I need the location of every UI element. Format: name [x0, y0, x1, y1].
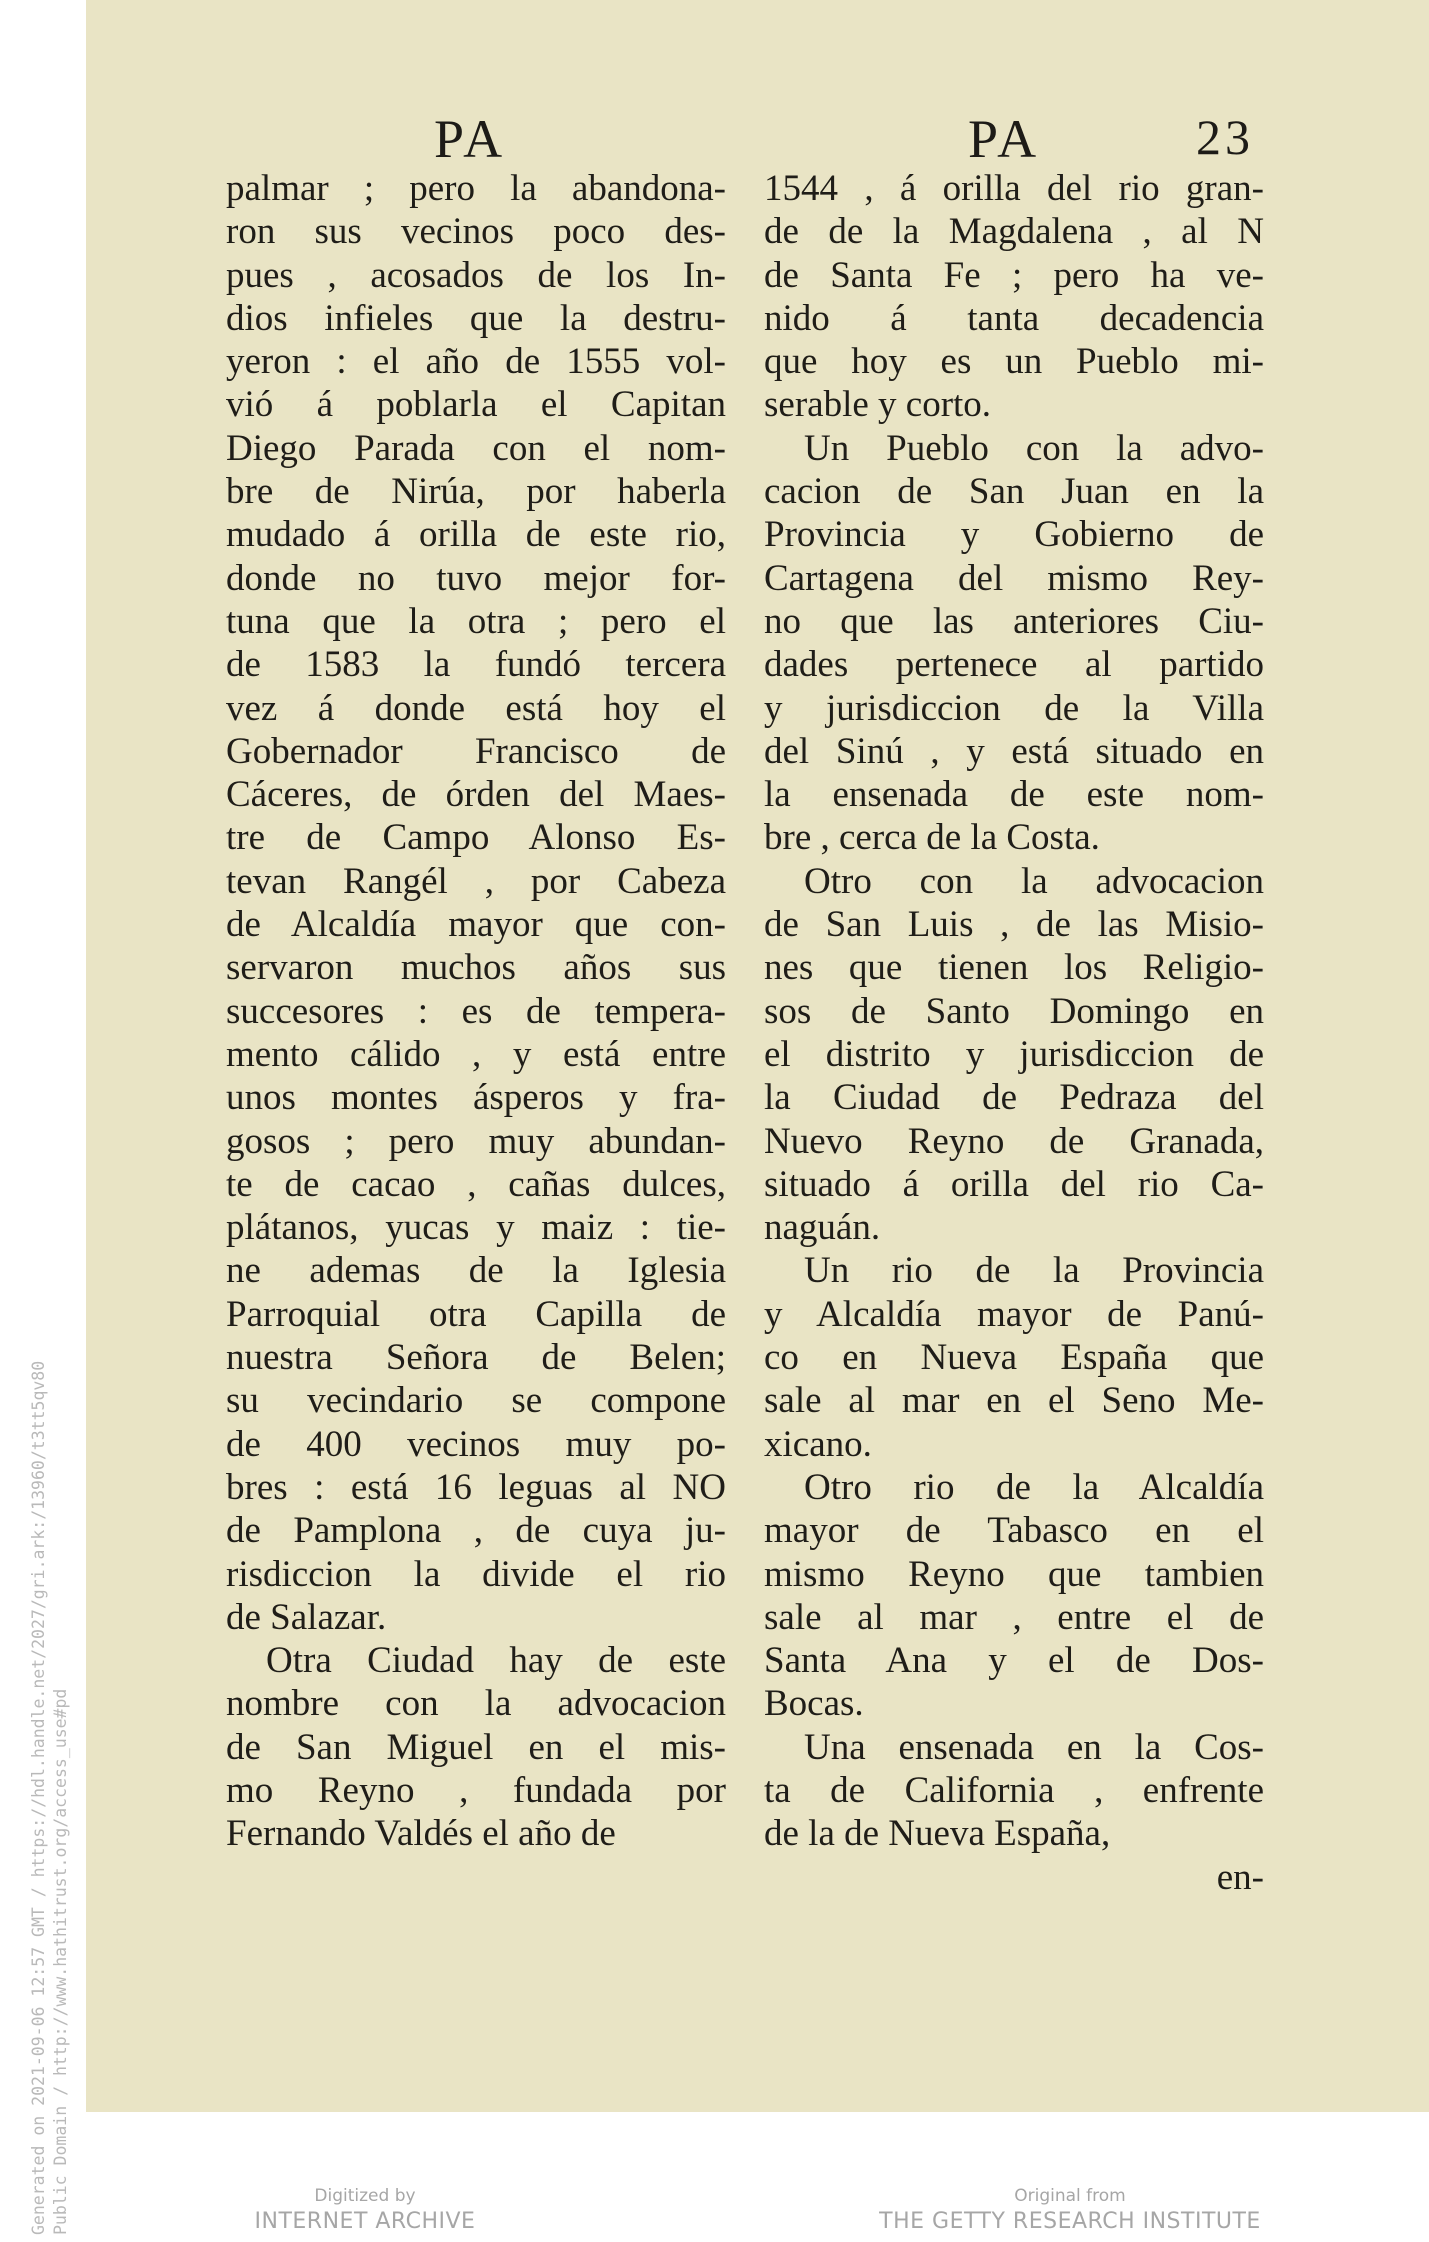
text-line: no que las anteriores Ciu- [764, 600, 1264, 642]
text-line: nuestra Señora de Belen; [226, 1337, 726, 1379]
text-line: nombre con la advocacion [226, 1683, 726, 1725]
text-line: Gobernador Francisco de [226, 730, 726, 772]
text-line: ta de California , enfrente [764, 1769, 1264, 1811]
text-line: de de la Magdalena , al N [764, 211, 1264, 253]
right-column-text [764, 167, 1264, 1899]
text-line: de San Miguel en el mis- [226, 1726, 726, 1768]
text-line: en- [1216, 1856, 1264, 1898]
text-line: Otro rio de la Alcaldía [804, 1466, 1264, 1508]
digitized-by-label: Digitized by [314, 2186, 416, 2206]
original-from-label: Original from [1014, 2186, 1126, 2206]
text-line: unos montes ásperos y fra- [226, 1077, 726, 1119]
text-line: Provincia y Gobierno de [764, 514, 1264, 556]
text-line: Cartagena del mismo Rey- [764, 557, 1264, 599]
text-line: de 1583 la fundó tercera [226, 644, 726, 686]
digitized-by-credit [215, 2184, 515, 2236]
text-line: mismo Reyno que tambien [764, 1553, 1264, 1595]
text-line: yeron : el año de 1555 vol- [226, 341, 726, 383]
text-line: servaron muchos años sus [226, 947, 726, 989]
running-head-left: PA [434, 109, 507, 169]
text-line: Otro con la advocacion [804, 860, 1264, 902]
text-line: la Ciudad de Pedraza del [764, 1077, 1264, 1119]
text-line: de San Luis , de las Misio- [764, 904, 1264, 946]
text-line: mayor de Tabasco en el [764, 1510, 1264, 1552]
text-line: tevan Rangél , por Cabeza [226, 860, 726, 902]
text-line: ne ademas de la Iglesia [226, 1250, 726, 1292]
original-from-credit [830, 2184, 1310, 2236]
text-line: co en Nueva España que [764, 1337, 1264, 1379]
text-line: Bocas. [764, 1683, 864, 1725]
text-line: sos de Santo Domingo en [764, 990, 1264, 1032]
text-line: tre de Campo Alonso Es- [226, 817, 726, 859]
text-line: bre de Nirúa, por haberla [226, 471, 726, 513]
text-line: sale al mar , entre el de [764, 1596, 1264, 1638]
text-line: naguán. [764, 1207, 881, 1249]
text-line: bre , cerca de la Costa. [764, 817, 1100, 859]
access-stamp-text [28, 1361, 72, 2235]
text-line: de la de Nueva España, [764, 1813, 1111, 1855]
text-line: succesores : es de tempera- [226, 990, 726, 1032]
text-line: Nuevo Reyno de Granada, [764, 1120, 1264, 1162]
text-line: de 400 vecinos muy po- [226, 1423, 726, 1465]
text-line: situado á orilla del rio Ca- [764, 1163, 1264, 1205]
text-line: gosos ; pero muy abundan- [226, 1120, 726, 1162]
text-line: Una ensenada en la Cos- [804, 1726, 1264, 1768]
text-line: mo Reyno , fundada por [226, 1769, 726, 1811]
text-line: 1544 , á orilla del rio gran- [764, 168, 1264, 209]
access-stamp-line-2: Public Domain / http://www.hathitrust.org/access_use#pd [51, 1688, 70, 2235]
text-line: mento cálido , y está entre [226, 1033, 726, 1075]
page-number: 23 [1196, 109, 1254, 165]
text-line: Parroquial otra Capilla de [226, 1293, 726, 1335]
book-page [86, 0, 1429, 2112]
text-line: dades pertenece al partido [764, 644, 1264, 686]
text-line: cacion de San Juan en la [764, 471, 1264, 513]
text-line: sale al mar en el Seno Me- [764, 1380, 1264, 1422]
text-line: de Pamplona , de cuya ju- [226, 1510, 726, 1552]
text-line: plátanos, yucas y maiz : tie- [226, 1207, 726, 1249]
text-line: y jurisdiccion de la Villa [764, 687, 1264, 729]
text-line: de Salazar. [226, 1596, 387, 1638]
access-stamp-line-1: Generated on 2021-09-06 12:57 GMT / https://hdl.handle.net/2027/gri.ark:/13960/t3tt5qv80 [29, 1360, 48, 2235]
running-head-right: PA [968, 109, 1041, 169]
text-line: nido á tanta decadencia [764, 297, 1264, 339]
text-line: Diego Parada con el nom- [226, 427, 726, 469]
left-column-text [226, 167, 726, 1856]
text-line: vez á donde está hoy el [226, 687, 726, 729]
text-line: de Alcaldía mayor que con- [226, 904, 726, 946]
text-line: su vecindario se compone [226, 1380, 726, 1422]
text-line: bres : está 16 leguas al NO [226, 1466, 726, 1508]
text-line: nes que tienen los Religio- [764, 947, 1264, 989]
text-line: Un rio de la Provincia [804, 1250, 1264, 1292]
text-line: serable y corto. [764, 384, 992, 426]
text-line: la ensenada de este nom- [764, 774, 1264, 816]
text-line: pues , acosados de los In- [226, 254, 726, 296]
text-line: risdiccion la divide el rio [226, 1553, 726, 1595]
text-line: Cáceres, de órden del Maes- [226, 774, 726, 816]
text-line: te de cacao , cañas dulces, [226, 1163, 726, 1205]
text-line: xicano. [764, 1423, 872, 1465]
text-line: vió á poblarla el Capitan [226, 384, 726, 426]
text-line: dios infieles que la destru- [226, 297, 726, 339]
text-line: Otra Ciudad hay de este [266, 1640, 726, 1682]
text-line: mudado á orilla de este rio, [226, 514, 726, 556]
text-line: tuna que la otra ; pero el [226, 600, 726, 642]
text-line: del Sinú , y está situado en [764, 730, 1264, 772]
text-line: y Alcaldía mayor de Panú- [764, 1293, 1264, 1335]
text-line: Un Pueblo con la advo- [804, 427, 1264, 469]
getty-institute-label: THE GETTY RESEARCH INSTITUTE [879, 2209, 1261, 2234]
text-line: el distrito y jurisdiccion de [764, 1033, 1264, 1075]
text-line: Santa Ana y el de Dos- [764, 1640, 1264, 1682]
text-line: que hoy es un Pueblo mi- [764, 341, 1264, 383]
access-stamp [0, 0, 70, 2242]
text-line: ron sus vecinos poco des- [226, 211, 726, 253]
text-line: de Santa Fe ; pero ha ve- [764, 254, 1264, 296]
internet-archive-label: INTERNET ARCHIVE [254, 2209, 476, 2234]
text-line: palmar ; pero la abandona- [226, 168, 726, 209]
text-line: donde no tuvo mejor for- [226, 557, 726, 599]
text-line: Fernando Valdés el año de [226, 1813, 616, 1855]
